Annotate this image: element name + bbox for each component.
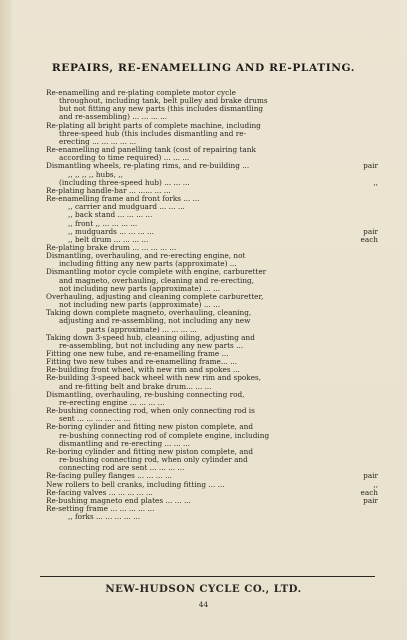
price-list-entry <box>46 513 378 521</box>
entry-text: re-assembling, but not including any new parts ... <box>59 340 244 350</box>
entry-text: three-speed hub (this includes dismantling and re- <box>59 128 247 138</box>
entry-unit: ,, <box>373 177 378 187</box>
entry-text: Re-facing valves ... ... ... ... ... <box>46 487 153 497</box>
entry-text: Re-enamelling and panelling tank (cost of repairing tank <box>46 145 256 155</box>
entry-text: dismantling and re-erecting ... ... ... <box>59 438 191 448</box>
entry-unit: ,, <box>373 479 378 489</box>
entry-text: ,, forks ... ... ... ... ... <box>68 512 141 522</box>
entry-text: Re-bushing connecting rod, when only connecting rod is <box>46 406 255 416</box>
entry-text: adjusting and re-assembling, not including any new <box>59 316 251 326</box>
entry-text: Re-boring cylinder and fitting new piston complete, and <box>46 422 254 432</box>
entry-text: parts (approximate) ... ... ... ... <box>86 324 197 334</box>
entry-text: (including three-speed hub) ... ... ... <box>59 177 190 187</box>
entry-text: erecting ... ... ... ... ... <box>59 136 137 146</box>
entry-unit: each <box>360 234 378 244</box>
page-number: 44 <box>198 600 209 609</box>
page-heading: REPAIRS, RE-ENAMELLING AND RE-PLATING. <box>51 62 356 74</box>
entry-text: Re-plating all bright parts of complete machine, including <box>46 120 261 130</box>
entry-unit: pair <box>363 471 378 481</box>
entry-text: Re-building 3-speed back wheel with new rim and spokes, <box>46 373 262 383</box>
entry-text: sent ... ... ... ... ... ... <box>59 414 131 424</box>
entry-text: connecting rod are sent ... ... ... ... <box>59 463 185 473</box>
entry-text: Taking down complete magneto, overhauling, cleaning, <box>46 308 252 318</box>
entry-text: ,, belt drum ... ... ... ... <box>68 234 149 244</box>
entry-text: Re-plating brake drum ... ... ... ... ... <box>46 242 177 252</box>
page-binding-edge <box>0 0 12 640</box>
entry-text: Re-bushing magneto end plates ... ... ... <box>46 495 191 505</box>
entry-text: ,, ,, ,, ,, hubs, ,, <box>68 169 123 179</box>
entry-text: Re-plating handle-bar ... ...... ... ... <box>46 185 171 195</box>
entry-unit: pair <box>363 495 378 505</box>
entry-text: and re-assembling) ... ... ... ... <box>59 112 168 122</box>
entry-text: Overhauling, adjusting and cleaning complete carburetter, <box>46 291 264 301</box>
entry-text: ,, front ,, ... ... ... ... <box>68 218 138 228</box>
entry-text: ,, mudguards ... ... ... ... <box>68 226 154 236</box>
entry-text: Re-boring cylinder and fitting new piston complete, and <box>46 446 254 456</box>
entry-text: including fitting any new parts (approximate) ... <box>59 259 237 269</box>
entry-text: Re-enamelling and re-plating complete motor cycle <box>46 88 236 97</box>
entry-text: Re-building front wheel, with new rim and spokes ... <box>46 365 240 375</box>
entry-text: New rollers to bell cranks, including fitting ... ... <box>46 479 225 489</box>
entry-text: not including new parts (approximate) ... ... <box>59 300 221 310</box>
entry-text: and magneto, overhauling, cleaning and re-erecting, <box>59 275 255 285</box>
entry-text: Dismantling, overhauling, re-bushing connecting rod, <box>46 389 245 399</box>
entry-text: throughout, including tank, belt pulley and brake drums <box>59 96 268 106</box>
entry-text: Re-setting frame ... ... ... ... ... <box>46 503 155 513</box>
entry-text: according to time required) ... ... ... <box>59 153 190 163</box>
entry-text: Dismantling motor cycle complete with engine, carburetter <box>46 267 267 277</box>
entry-unit: each <box>360 487 378 497</box>
entry-text: not including new parts (approximate) ... ... <box>59 283 221 293</box>
entry-text: Taking down 3-speed hub, cleaning oiling, adjusting and <box>46 332 255 342</box>
entry-text: re-bushing connecting rod, when only cylinder and <box>59 455 248 465</box>
entry-text: re-erecting engine ... ... ... ... <box>59 397 165 407</box>
entry-text: Re-facing pulley flanges ... ... ... ... <box>46 471 172 481</box>
entry-text: re-bushing connecting rod of complete engine, including <box>59 430 270 440</box>
entry-text: Fitting one new tube, and re-enamelling frame ... <box>46 349 229 358</box>
entry-text: but not fitting any new parts (this includes dismantling <box>59 104 264 114</box>
price-list <box>46 89 378 521</box>
entry-text: Dismantling, overhauling, and re-erecting engine, not <box>46 251 246 261</box>
entry-text: Dismantling wheels, re-plating rims, and re-building ... <box>46 161 250 171</box>
entry-unit: pair <box>363 161 378 171</box>
entry-text: Fitting two new tubes and re-enamelling frame... ... <box>46 357 238 367</box>
footer-rule <box>40 576 375 577</box>
entry-text: and re-fitting belt and brake drum... ... ... <box>59 381 212 391</box>
entry-unit: pair <box>363 226 378 236</box>
company-name: NEW-HUDSON CYCLE CO., LTD. <box>105 583 302 595</box>
entry-text: ,, carrier and mudguard ... ... ... <box>68 202 185 212</box>
entry-text: Re-enamelling frame and front forks ... ... <box>46 194 200 204</box>
entry-text: ,, back stand ... ... ... ... <box>68 210 153 220</box>
